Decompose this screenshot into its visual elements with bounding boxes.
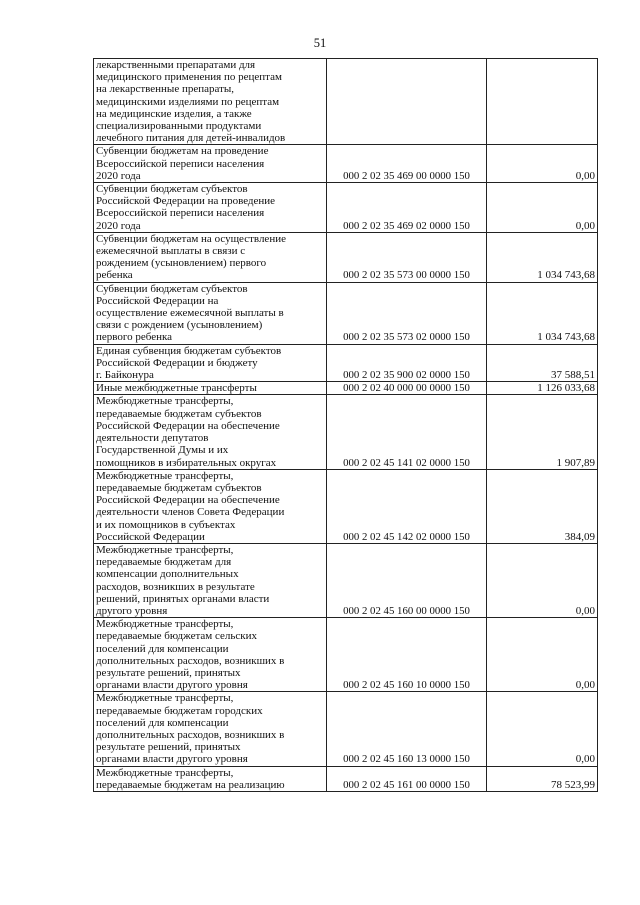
table-row <box>94 469 598 543</box>
table-row <box>94 59 598 145</box>
revenue-name-line: передаваемые бюджетам субъектов <box>96 481 262 494</box>
revenue-name-line: передаваемые бюджетам для <box>96 556 232 569</box>
revenue-name-line: дополнительных расходов, возникших в <box>96 728 285 741</box>
revenue-name-line: Субвенции бюджетам на осуществление <box>96 232 286 245</box>
amount-cell: 0,00 <box>487 183 598 233</box>
revenue-name-cell <box>94 145 327 183</box>
revenue-name-line: Российской Федерации <box>96 530 205 543</box>
table-row <box>94 382 598 395</box>
revenue-name-cell <box>94 395 327 469</box>
amount-cell: 1 034 743,68 <box>487 232 598 282</box>
budget-classification-code-cell: 000 2 02 35 573 02 0000 150 <box>327 282 487 344</box>
revenue-name-line: деятельности депутатов <box>96 432 209 445</box>
revenue-name-line: медицинскими изделиями по рецептам <box>96 95 280 108</box>
page-number: 51 <box>313 36 327 50</box>
revenue-name-cell <box>94 382 327 395</box>
revenue-name-cell <box>94 618 327 692</box>
revenue-name-line: первого ребенка <box>96 331 173 344</box>
amount-cell: 0,00 <box>487 692 598 766</box>
budget-classification-code-cell: 000 2 02 45 160 00 0000 150 <box>327 543 487 617</box>
revenue-name-line: г. Байконура <box>96 369 154 382</box>
revenue-name-cell <box>94 183 327 233</box>
table-row <box>94 766 598 791</box>
budget-classification-code-cell: 000 2 02 45 161 00 0000 150 <box>327 766 487 791</box>
revenue-name-line: другого уровня <box>96 604 168 617</box>
revenue-name-line: передаваемые бюджетам субъектов <box>96 407 262 420</box>
revenue-name-cell <box>94 469 327 543</box>
table-row <box>94 395 598 469</box>
table-row <box>94 232 598 282</box>
amount-cell: 78 523,99 <box>487 766 598 791</box>
budget-classification-code-cell: 000 2 02 35 469 00 0000 150 <box>327 145 487 183</box>
amount-cell <box>487 59 598 145</box>
revenue-name-cell <box>94 59 327 145</box>
revenue-name-line: ребенка <box>96 269 133 282</box>
table-row <box>94 692 598 766</box>
revenue-name-line: медицинского применения по рецептам <box>96 71 282 84</box>
budget-classification-code-cell: 000 2 02 35 469 02 0000 150 <box>327 183 487 233</box>
revenue-name-line: поселений для компенсации <box>96 642 229 655</box>
revenue-name-line: результате решений, принятых <box>96 666 241 679</box>
revenue-name-line: Межбюджетные трансферты, <box>96 543 234 556</box>
revenue-name-cell <box>94 282 327 344</box>
revenue-name-line: передаваемые бюджетам на реализацию <box>96 778 285 791</box>
amount-cell: 0,00 <box>487 145 598 183</box>
revenue-name-line: поселений для компенсации <box>96 716 229 729</box>
revenue-name-line: Межбюджетные трансферты, <box>96 469 234 482</box>
revenue-name-line: связи с рождением (усыновлением) <box>96 319 263 332</box>
revenue-name-cell <box>94 543 327 617</box>
revenue-name-line: Субвенции бюджетам на проведение <box>96 145 269 158</box>
revenue-name-line: помощников в избирательных округах <box>96 456 277 469</box>
revenue-name-line: Межбюджетные трансферты, <box>96 692 234 705</box>
revenue-name-line: ежемесячной выплаты в связи с <box>96 245 246 258</box>
table-row <box>94 183 598 233</box>
revenue-name-line: органами власти другого уровня <box>96 679 248 692</box>
amount-cell: 0,00 <box>487 543 598 617</box>
revenue-name-line: Российской Федерации на обеспечение <box>96 494 280 507</box>
revenue-name-line: лекарственными препаратами для <box>96 59 256 71</box>
revenue-name-line: 2020 года <box>96 169 141 182</box>
revenue-name-line: Российской Федерации и бюджету <box>96 356 258 369</box>
amount-cell: 1 034 743,68 <box>487 282 598 344</box>
revenue-name-line: расходов, возникших в результате <box>96 580 255 593</box>
revenue-name-line: решений, принятых органами власти <box>96 592 270 605</box>
revenue-name-line: результате решений, принятых <box>96 741 241 754</box>
revenue-name-line: рождением (усыновлением) первого <box>96 257 267 270</box>
revenue-name-line: Межбюджетные трансферты, <box>96 766 234 779</box>
revenue-name-line: лечебного питания для детей-инвалидов <box>96 132 286 145</box>
revenue-name-line: дополнительных расходов, возникших в <box>96 654 285 667</box>
revenue-name-line: передаваемые бюджетам городских <box>96 704 263 717</box>
revenue-name-line: Всероссийской переписи населения <box>96 207 265 220</box>
revenue-name-line: 2020 года <box>96 219 141 232</box>
table-row <box>94 618 598 692</box>
budget-classification-code-cell: 000 2 02 35 573 00 0000 150 <box>327 232 487 282</box>
amount-cell: 37 588,51 <box>487 344 598 382</box>
revenue-name-line: Субвенции бюджетам субъектов <box>96 282 248 295</box>
budget-classification-code-cell: 000 2 02 45 141 02 0000 150 <box>327 395 487 469</box>
revenue-name-line: Единая субвенция бюджетам субъектов <box>96 344 282 357</box>
table-row <box>94 145 598 183</box>
table-body <box>94 59 598 792</box>
budget-revenue-table <box>93 58 598 792</box>
revenue-name-line: Субвенции бюджетам субъектов <box>96 183 248 196</box>
budget-classification-code-cell: 000 2 02 40 000 00 0000 150 <box>327 382 487 395</box>
table-row <box>94 282 598 344</box>
revenue-name-line: Всероссийской переписи населения <box>96 157 265 170</box>
revenue-name-line: передаваемые бюджетам сельских <box>96 630 258 643</box>
revenue-name-line: деятельности членов Совета Федерации <box>96 506 285 519</box>
revenue-name-line: специализированными продуктами <box>96 120 262 133</box>
revenue-name-line: на лекарственные препараты, <box>96 83 235 96</box>
revenue-name-cell <box>94 692 327 766</box>
revenue-name-line: Государственной Думы и их <box>96 444 229 457</box>
budget-classification-code-cell: 000 2 02 35 900 02 0000 150 <box>327 344 487 382</box>
table-row <box>94 344 598 382</box>
revenue-name-cell <box>94 344 327 382</box>
revenue-name-line: Российской Федерации на обеспечение <box>96 419 280 432</box>
revenue-name-line: и их помощников в субъектах <box>96 518 236 531</box>
revenue-name-line: Межбюджетные трансферты, <box>96 395 234 408</box>
budget-classification-code-cell: 000 2 02 45 142 02 0000 150 <box>327 469 487 543</box>
revenue-name-line: Российской Федерации на проведение <box>96 195 276 208</box>
revenue-name-line: Иные межбюджетные трансферты <box>96 382 257 395</box>
revenue-name-line: органами власти другого уровня <box>96 753 248 766</box>
revenue-name-cell <box>94 232 327 282</box>
budget-classification-code-cell: 000 2 02 45 160 10 0000 150 <box>327 618 487 692</box>
revenue-name-cell <box>94 766 327 791</box>
amount-cell: 1 907,89 <box>487 395 598 469</box>
revenue-name-line: компенсации дополнительных <box>96 568 239 581</box>
amount-cell: 0,00 <box>487 618 598 692</box>
revenue-name-line: Российской Федерации на <box>96 294 219 307</box>
budget-classification-code-cell: 000 2 02 45 160 13 0000 150 <box>327 692 487 766</box>
table-row <box>94 543 598 617</box>
amount-cell: 1 126 033,68 <box>487 382 598 395</box>
amount-cell: 384,09 <box>487 469 598 543</box>
budget-classification-code-cell <box>327 59 487 145</box>
revenue-name-line: на медицинские изделия, а также <box>96 107 252 120</box>
revenue-name-line: осуществление ежемесячной выплаты в <box>96 307 284 320</box>
revenue-name-line: Межбюджетные трансферты, <box>96 618 234 631</box>
